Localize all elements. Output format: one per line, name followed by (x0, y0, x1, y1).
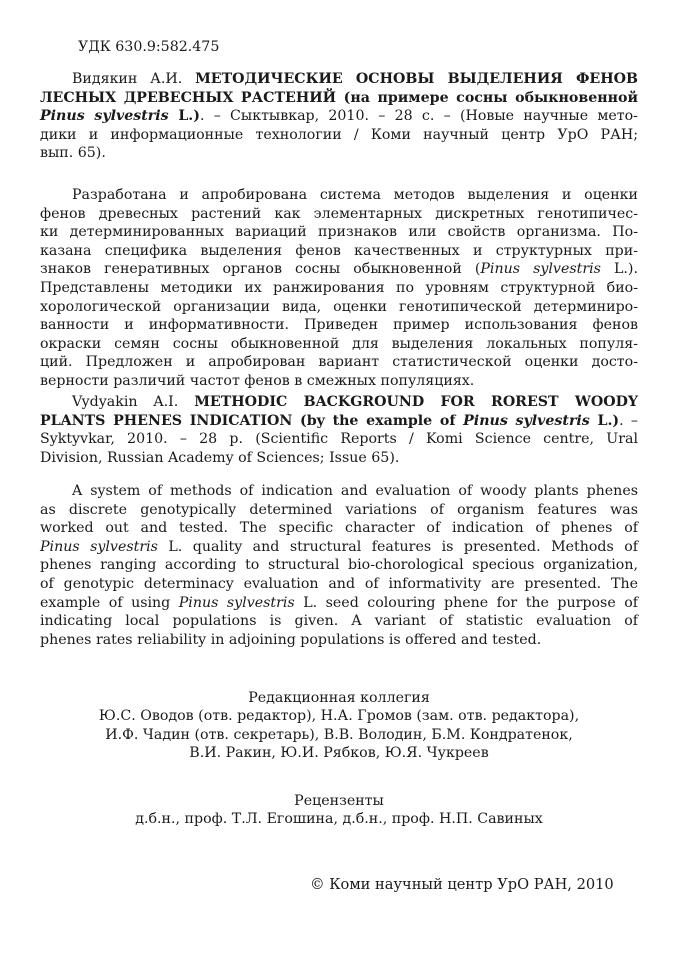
author: Видякин А.И. (72, 71, 196, 87)
ru-abstract-line: ций. Предложен и апробирован вариант статистической оценки досто- (40, 354, 638, 371)
ru-abstract-line: ки детерминированных вариаций признаков или свойств организма. По- (40, 224, 638, 241)
ru-abstract-line: хорологической организации вида, оценки генотипической детерминиро- (40, 298, 638, 315)
reviewers-line: д.б.н., проф. Т.Л. Егошина, д.б.н., проф. Н.П. Савиных (135, 811, 543, 828)
title-part: PLANTS PHENES INDICATION (by the example of (40, 412, 464, 429)
en-abstract-line: worked out and tested. The specific character of indication of phenes of (40, 520, 638, 537)
en-citation-line: Syktyvkar, 2010. – 28 p. (Scientific Reports / Komi Science centre, Ural (40, 431, 638, 448)
species-name: Pinus sylvestris (480, 261, 601, 278)
ru-abstract-line: казана специфика выделения фенов качественных и структурных при- (40, 242, 638, 259)
ru-abstract (40, 186, 638, 391)
ru-citation-line: дики и информационные технологии / Коми научный центр УрО РАН; (40, 126, 638, 143)
en-abstract-line: of genotypic determinacy evaluation and of informativity are presented. The (40, 575, 638, 592)
ru-abstract-line: окраски семян сосны обыкновенной для выделения локальных популя- (40, 335, 638, 352)
title-part: METHODIC BACKGROUND FOR ROREST WOODY (194, 394, 638, 410)
title-part: L.) (168, 108, 200, 125)
ru-abstract-line: верности различий частот фенов в смежных популяциях. (40, 372, 475, 389)
en-abstract (40, 482, 638, 649)
ru-abstract-line: Представлены методики их ранжирования по уровням структурной био- (40, 279, 638, 296)
punctuation: . – (619, 412, 638, 429)
ru-citation-line: вып. 65). (40, 145, 106, 162)
editorial-board-heading: Редакционная коллегия (248, 690, 430, 706)
title-part: МЕТОДИЧЕСКИЕ ОСНОВЫ ВЫДЕЛЕНИЯ ФЕНОВ (195, 71, 638, 87)
species-name: Pinus sylvestris (40, 538, 158, 555)
en-abstract-line: A system of methods of indication and evaluation of woody plants phenes (72, 483, 638, 499)
author: Vydyakin A.I. (72, 394, 195, 410)
ru-citation-line (40, 70, 638, 89)
ru-abstract-line: фенов древесных растений как элементарных дискретных генотипичес- (40, 205, 638, 222)
en-abstract-line: phenes rates reliability in adjoining populations is offered and tested. (40, 631, 542, 648)
en-abstract-line: example of using Pinus sylvestris L. seed colouring phene for the purpose of (40, 594, 638, 611)
ru-citation (40, 70, 638, 163)
editorial-board (40, 689, 638, 763)
reviewers-heading: Рецензенты (294, 793, 384, 809)
en-citation (40, 393, 638, 467)
title-part: L.) (589, 412, 620, 429)
en-citation-line (40, 393, 638, 412)
ru-abstract-line: Разработана и апробирована система методов выделения и оценки (72, 187, 638, 203)
en-abstract-line: indicating local populations is given. A variant of statistic evaluation of (40, 613, 638, 630)
en-citation-line (40, 412, 638, 431)
ru-abstract-line: ванности и информативности. Приведен пример использования фенов (40, 317, 638, 334)
editorial-board-line: Ю.С. Оводов (отв. редактор), Н.А. Громов (зам. отв. редактора), (98, 708, 580, 725)
species-name: Pinus sylvestris (178, 594, 295, 611)
species-name: Pinus sylvestris (40, 108, 169, 125)
species-name: Pinus sylvestris (463, 412, 590, 429)
en-abstract-line: as discrete genotypically determined variations of organism features was (40, 501, 638, 518)
copyright-notice: © Коми научный центр УрО РАН, 2010 (310, 876, 614, 893)
udk-code: УДК 630.9:582.475 (78, 39, 220, 55)
publication-info: . – Сыктывкар, 2010. – 28 с. – (Новые научные мето- (199, 108, 638, 125)
ru-abstract-line: знаков генеративных органов сосны обыкновенной (Pinus sylvestris L.). (40, 261, 638, 278)
en-abstract-line: phenes ranging according to structural bio-chorological specious organization, (40, 557, 638, 574)
en-citation-line: Division, Russian Academy of Sciences; Issue 65). (40, 449, 400, 466)
ru-citation-line (40, 89, 638, 108)
editorial-board-line: И.Ф. Чадин (отв. секретарь), В.В. Володин, Б.М. Кондратенок, (105, 726, 573, 743)
title-part: ЛЕСНЫХ ДРЕВЕСНЫХ РАСТЕНИЙ (на примере сосны обыкновенной (40, 89, 638, 106)
editorial-board-line: В.И. Ракин, Ю.И. Рябков, Ю.Я. Чукреев (189, 745, 489, 762)
en-abstract-line: Pinus sylvestris L. quality and structural features is presented. Methods of (40, 538, 638, 555)
reviewers (40, 792, 638, 829)
ru-citation-line (40, 107, 638, 126)
